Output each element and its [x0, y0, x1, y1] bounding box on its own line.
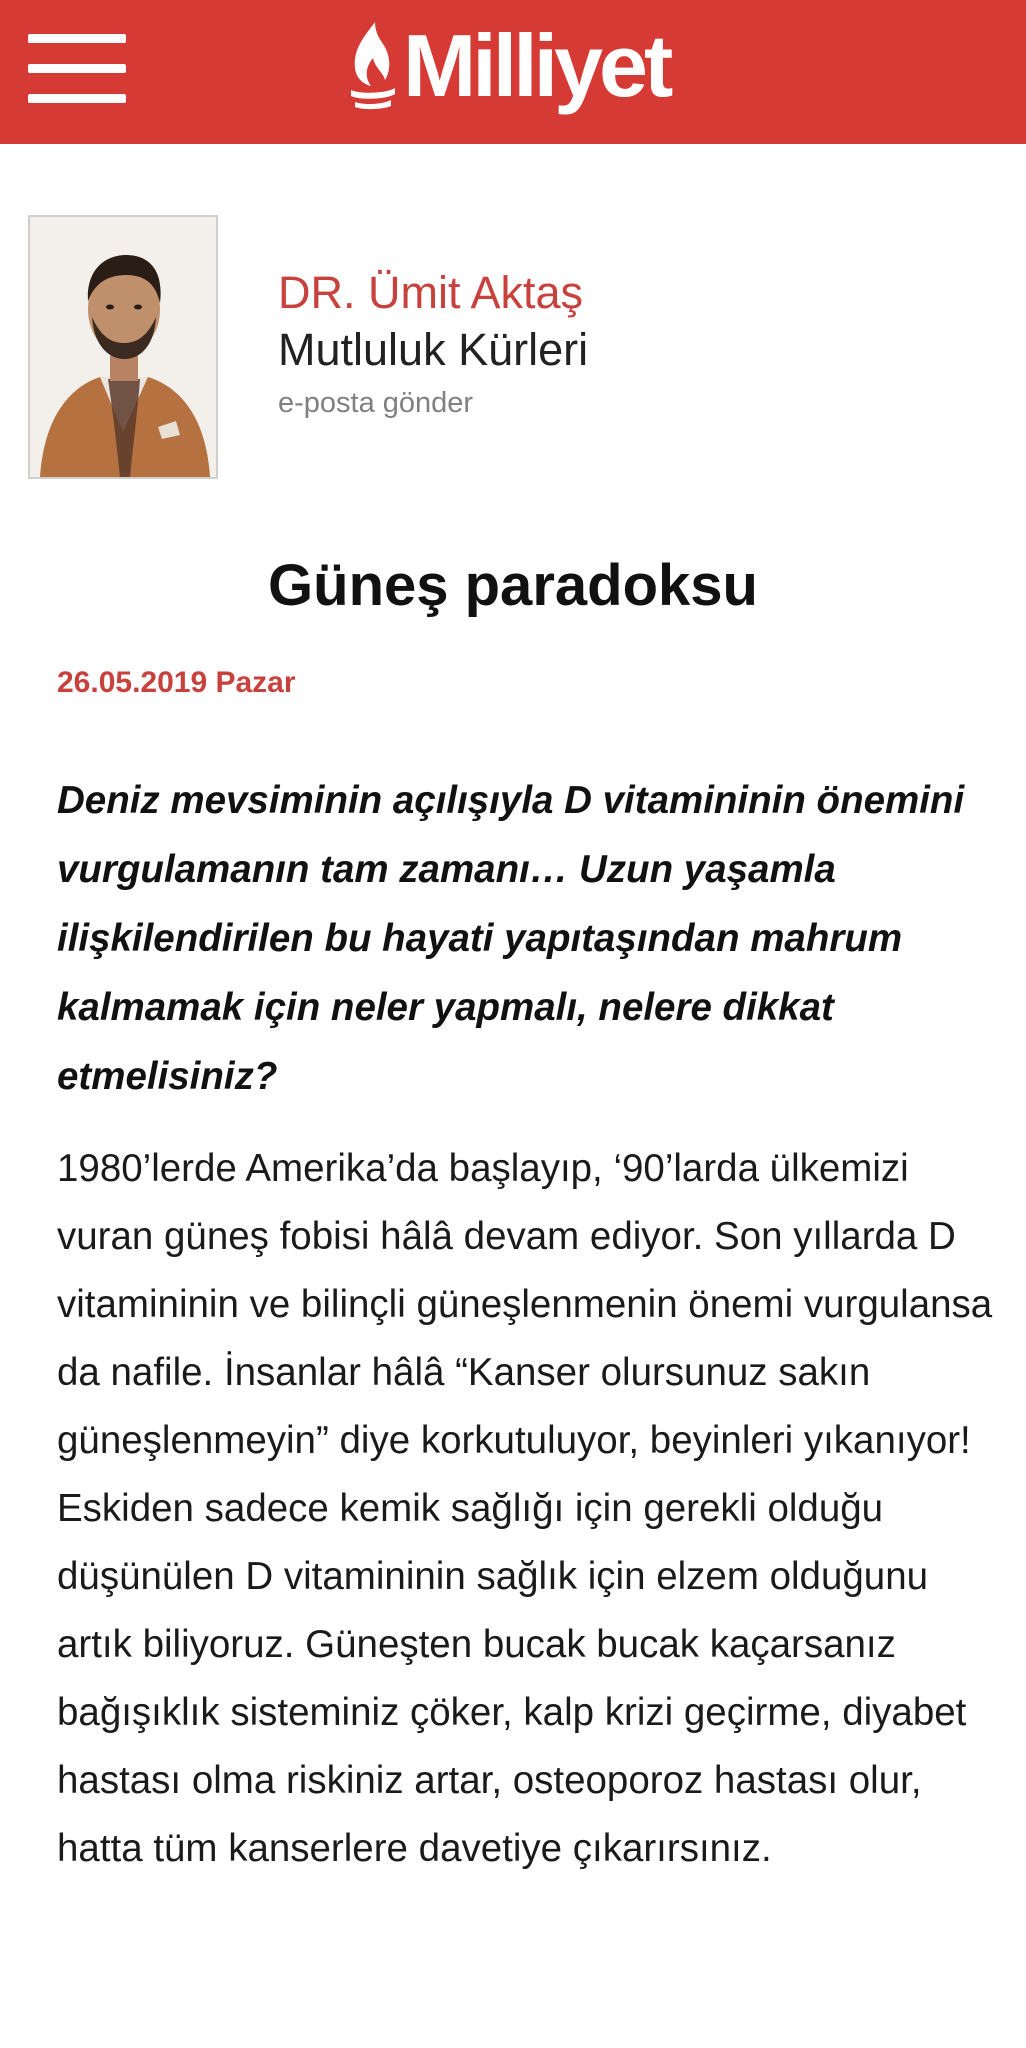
site-logo[interactable]	[345, 16, 669, 116]
author-photo[interactable]	[28, 215, 218, 479]
author-card	[28, 215, 998, 479]
top-bar	[0, 0, 1026, 144]
article-lead: Deniz mevsiminin açılışıyla D vitamininin önemini vurgulamanın tam zamanı… Uzun yaşamla ilişkilendirilen bu hayati yapıtaşından mahrum kalmamak için neler yapmalı, nelere dikkat etmelisiniz?	[57, 779, 965, 1098]
author-portrait-image	[30, 217, 216, 477]
article-title: Güneş paradoksu	[268, 553, 758, 618]
flame-icon	[345, 20, 399, 112]
menu-line	[28, 34, 126, 43]
menu-line	[28, 64, 126, 73]
column-name: Mutluluk Kürleri	[278, 324, 589, 375]
logo-text: Milliyet	[403, 16, 670, 115]
article-date: 26.05.2019 Pazar	[57, 666, 296, 699]
email-link[interactable]: e-posta gönder	[278, 387, 474, 419]
author-name-link[interactable]: DR. Ümit Aktaş	[278, 267, 584, 318]
author-info	[278, 265, 588, 427]
menu-line	[28, 94, 126, 103]
article-body: 1980’lerde Amerika’da başlayıp, ‘90’larda ülkemizi vuran güneş fobisi hâlâ devam ediyor. Son yıllarda D vitamininin ve bilinçli güneşlenmenin önemi vurgulansa da nafile. İnsanlar hâlâ “Kanser olursunuz sakın güneşlenmeyin” diye korkutuluyor, beyinleri yıkanıyor! Eskiden sadece kemik sağlığı için gerekli olduğu düşünülen D vitamininin sağlık için elzem olduğunu artık biliyoruz. Güneşten bucak bucak kaçarsanız bağışıklık sisteminiz çöker, kalp krizi geçirme, diyabet hastası olma riskiniz artar, osteoporoz hastası olur, hatta tüm kanserlere davetiye çıkarırsınız.	[57, 1147, 993, 1870]
hamburger-menu-icon[interactable]	[28, 34, 126, 104]
